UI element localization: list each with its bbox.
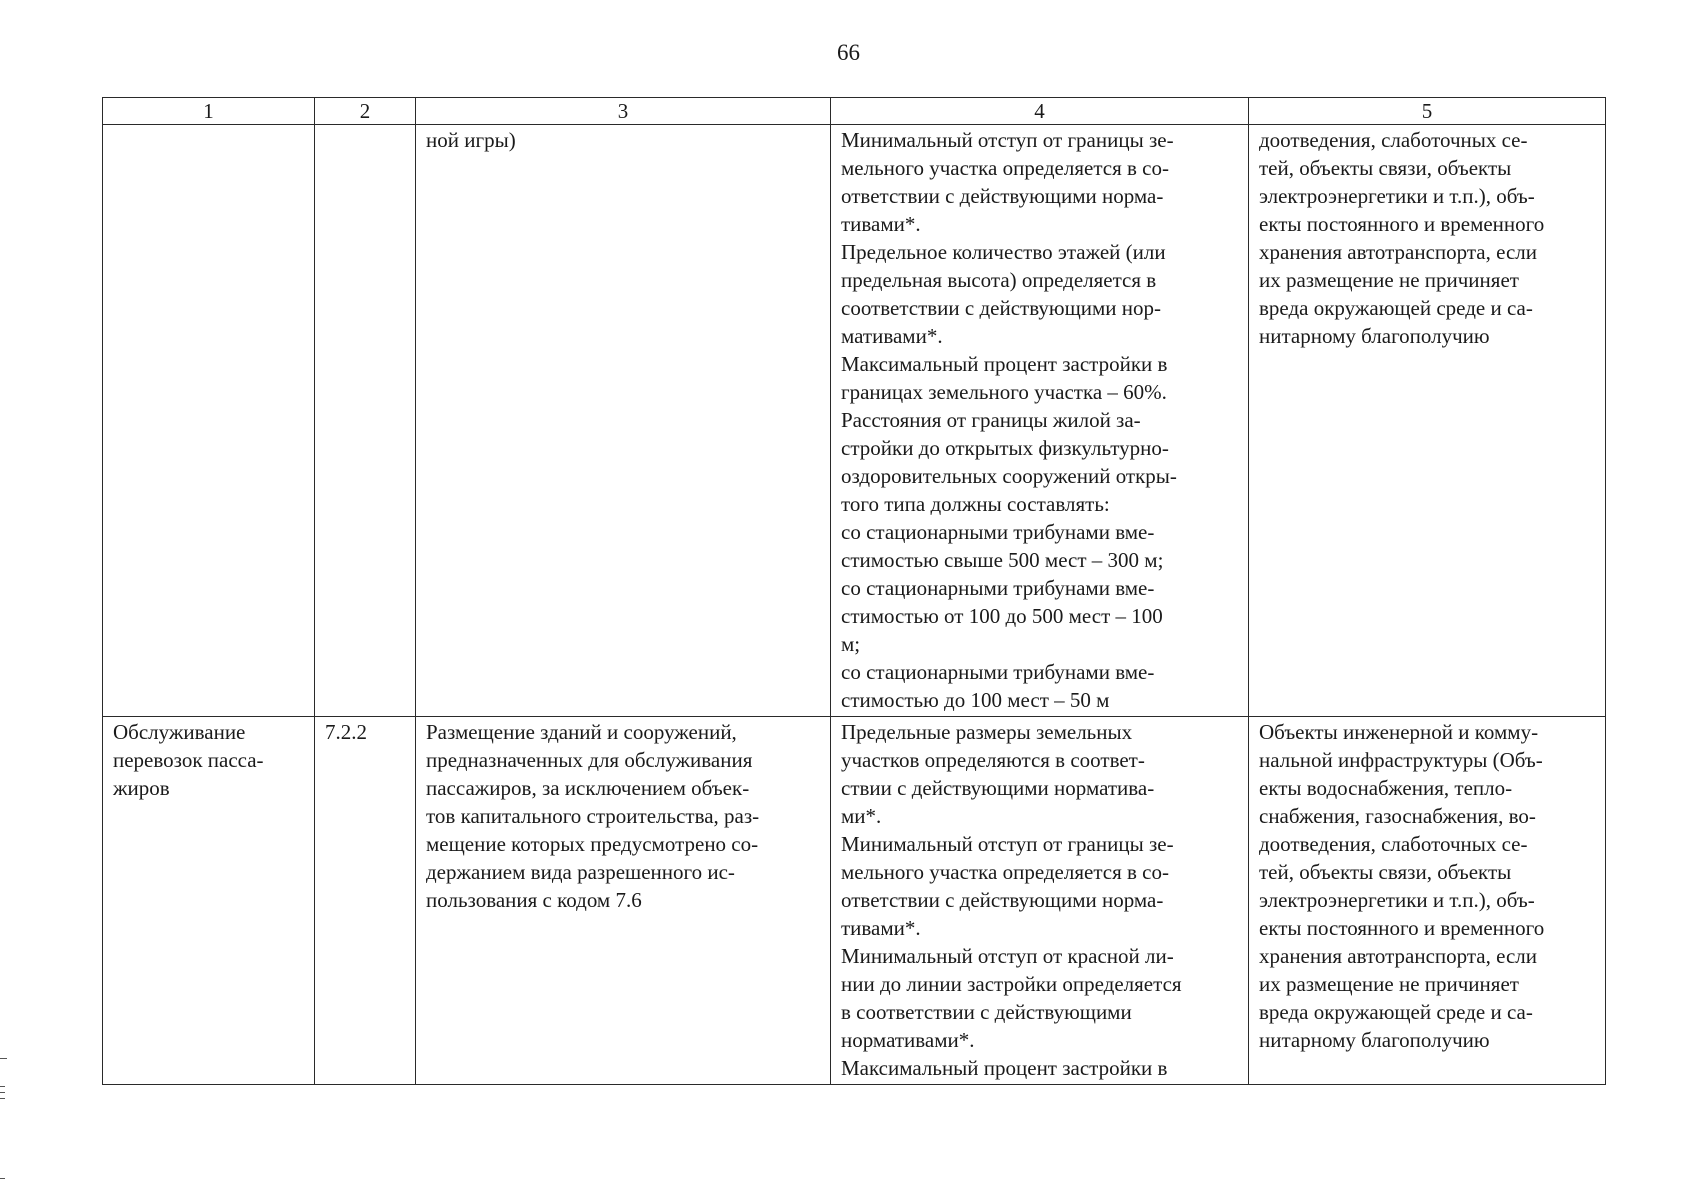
text-line: тивами*. [841, 916, 921, 940]
column-header-1: 1 [103, 98, 315, 125]
text-line: Минимальный отступ от красной ли- [841, 944, 1174, 968]
text-line: Размещение зданий и сооружений, [426, 720, 737, 744]
text-line: ответствии с действующими норма- [841, 184, 1164, 208]
text-line: тей, объекты связи, объекты [1259, 860, 1512, 884]
text-line: хранения автотранспорта, если [1259, 240, 1538, 264]
table-row [103, 125, 1606, 717]
page-number: 66 [837, 40, 860, 65]
text-line: нитарному благополучию [1259, 324, 1490, 348]
text-line: мативами*. [841, 324, 943, 348]
text-line: вреда окружающей среде и са- [1259, 296, 1533, 320]
text-line: доотведения, слаботочных се- [1259, 832, 1528, 856]
row-2-description [416, 717, 831, 1085]
column-header-4: 4 [831, 98, 1249, 125]
scan-artifact [0, 1092, 5, 1093]
text-line: Предельное количество этажей (или [841, 240, 1166, 264]
text-line: со стационарными трибунами вме- [841, 520, 1155, 544]
text-line: стройки до открытых физкультурно- [841, 436, 1169, 460]
scan-artifact [0, 1178, 5, 1179]
text-line: тивами*. [841, 212, 921, 236]
text-line: м; [841, 632, 861, 656]
text-line: ответствии с действующими норма- [841, 888, 1164, 912]
text-line: екты постоянного и временного [1259, 916, 1545, 940]
text-line: тей, объекты связи, объекты [1259, 156, 1512, 180]
text-line: оздоровительных сооружений откры- [841, 464, 1177, 488]
text-line: в соответствии с действующими [841, 1000, 1132, 1024]
row-1-permitted-objects [1249, 125, 1606, 717]
row-1-description [416, 125, 831, 717]
text-line: нии до линии застройки определяется [841, 972, 1182, 996]
text-line: мельного участка определяется в со- [841, 156, 1169, 180]
scan-artifact [0, 1098, 5, 1099]
text-line: Минимальный отступ от границы зе- [841, 128, 1174, 152]
text-line: границах земельного участка – 60%. [841, 380, 1167, 404]
text-line: снабжения, газоснабжения, во- [1259, 804, 1536, 828]
text-line: вреда окружающей среде и са- [1259, 1000, 1533, 1024]
text-line: Объекты инженерной и комму- [1259, 720, 1539, 744]
text-line: участков определяются в соответ- [841, 748, 1145, 772]
zoning-table [102, 97, 1606, 1085]
text-line: перевозок пасса- [113, 748, 264, 772]
text-line: ствии с действующими норматива- [841, 776, 1155, 800]
text-line: стимостью от 100 до 500 мест – 100 [841, 604, 1163, 628]
row-2-parameters [831, 717, 1249, 1085]
text-line: со стационарными трибунами вме- [841, 576, 1155, 600]
row-2-code: 7.2.2 [315, 717, 416, 1085]
text-line: Минимальный отступ от границы зе- [841, 832, 1174, 856]
text-line: держанием вида разрешенного ис- [426, 860, 735, 884]
scan-artifact [0, 1086, 5, 1087]
column-header-2: 2 [315, 98, 416, 125]
text-line: стимостью свыше 500 мест – 300 м; [841, 548, 1164, 572]
text-line: предельная высота) определяется в [841, 268, 1157, 292]
text-line: екты постоянного и временного [1259, 212, 1545, 236]
text-line: нормативами*. [841, 1028, 975, 1052]
text-line: ми*. [841, 804, 882, 828]
text-line: соответствии с действующими нор- [841, 296, 1162, 320]
text-line: электроэнергетики и т.п.), объ- [1259, 888, 1535, 912]
text-line: нальной инфраструктуры (Объ- [1259, 748, 1543, 772]
text-line: мещение которых предусмотрено со- [426, 832, 759, 856]
text-line: тов капитального строительства, раз- [426, 804, 760, 828]
text-line: пассажиров, за исключением объек- [426, 776, 750, 800]
text-line: жиров [113, 776, 170, 800]
text-line: Максимальный процент застройки в [841, 1056, 1168, 1080]
text-line: предназначенных для обслуживания [426, 748, 753, 772]
text-line: Расстояния от границы жилой за- [841, 408, 1141, 432]
text-line: электроэнергетики и т.п.), объ- [1259, 184, 1535, 208]
text-line: со стационарными трибунами вме- [841, 660, 1155, 684]
text-line: нитарному благополучию [1259, 1028, 1490, 1052]
text-line: ной игры) [426, 128, 516, 152]
text-line: Обслуживание [113, 720, 246, 744]
text-line: Предельные размеры земельных [841, 720, 1133, 744]
text-line: екты водоснабжения, тепло- [1259, 776, 1513, 800]
text-line: их размещение не причиняет [1259, 268, 1519, 292]
row-1-code [315, 125, 416, 717]
text-line: того типа должны составлять: [841, 492, 1110, 516]
table-header-row [103, 98, 1606, 125]
column-header-3: 3 [416, 98, 831, 125]
scan-artifact [0, 1058, 7, 1059]
text-line: их размещение не причиняет [1259, 972, 1519, 996]
text-line: пользования с кодом 7.6 [426, 888, 642, 912]
text-line: Максимальный процент застройки в [841, 352, 1168, 376]
row-2-permitted-objects [1249, 717, 1606, 1085]
text-line: мельного участка определяется в со- [841, 860, 1169, 884]
text-line: стимостью до 100 мест – 50 м [841, 688, 1110, 712]
row-1-parameters [831, 125, 1249, 717]
text-line: хранения автотранспорта, если [1259, 944, 1538, 968]
row-1-use-name [103, 125, 315, 717]
row-2-use-name [103, 717, 315, 1085]
table-row [103, 717, 1606, 1085]
text-line: доотведения, слаботочных се- [1259, 128, 1528, 152]
column-header-5: 5 [1249, 98, 1606, 125]
